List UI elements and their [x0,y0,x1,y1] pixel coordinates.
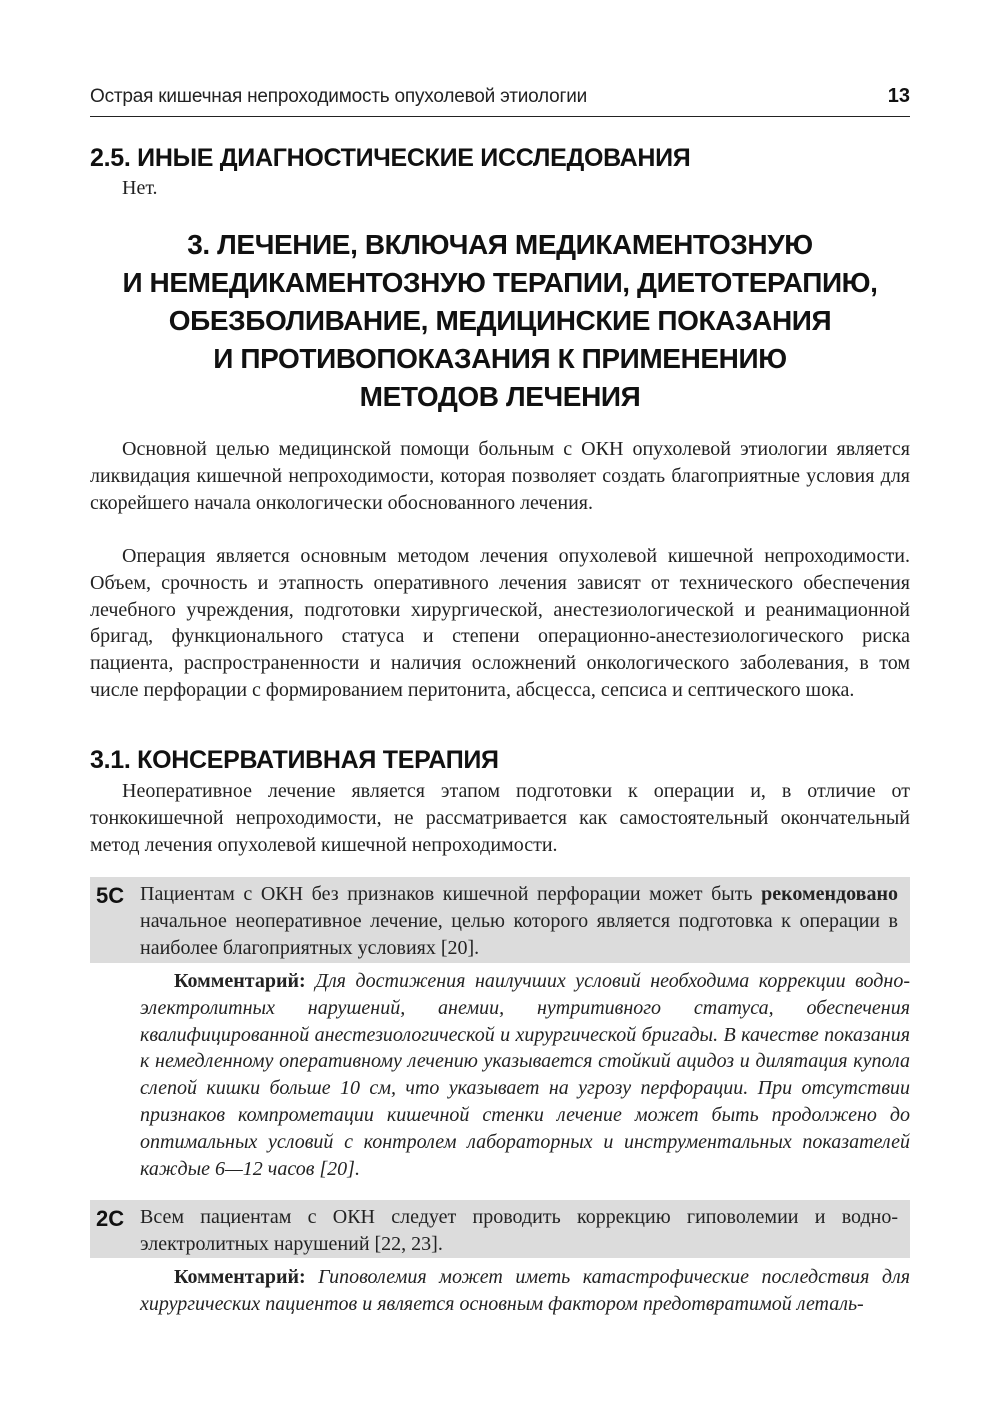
recommendation-strength: рекомендовано [761,883,898,905]
recommendation-grade: 2С [96,1206,125,1231]
chapter-title-line: И ПРОТИВОПОКАЗАНИЯ К ПРИМЕНЕНИЮ [213,343,787,374]
comment-label: Комментарий: [174,970,306,992]
recommendation-text [140,881,898,961]
chapter-paragraph-2: Операция является основным методом лечения опухолевой кишечной непроходимости. Объем, срочность и этапность оперативного лечения зависят от технического обеспечения лечебного учреждения, подготовки хирургической, анестезиологической и реанимационной бригад, функционального статуса и степени операционно-анестезиологического риска пациента, распространенности и наличия осложнений онкологического заболевания, в том числе перфорации с формированием перитонита, абсцесса, сепсиса и септического шока. [90,545,910,701]
comment-text: Для достижения наилучших условий необходима коррекции водно-электролитных нарушений, анемии, нутритивного статуса, обеспечения квалифицированной анестезиологической и хирургической бригады. В качестве показания к немедленному оперативному лечению указывается стойкий ацидоз и дилятация купола слепой кишки больше 10 см, что указывает на угрозу перфорации. При отсутствии признаков компрометации кишечной стенки лечение может быть продолжено до оптимальных условий с контролем лабораторных и инструментальных показателей каждые 6—12 часов [20]. [140,970,910,1180]
recommendation-comment-2c [140,1264,910,1318]
recommendation-box-5c [90,877,910,963]
chapter-paragraph-1: Основной целью медицинской помощи больным с ОКН опухолевой этиологии является ликвидация кишечной непроходимости, которая позволяет создать благоприятные условия для скорейшего начала онкологически обоснованного лечения. [90,438,910,514]
running-header [90,82,910,117]
chapter-3-title [90,226,910,416]
recommendation-grade: 5С [96,883,125,908]
section-3-1-intro: Неоперативное лечение является этапом подготовки к операции и, в отличие от тонкокишечной непроходимости, не рассматривается как самостоятельный окончательный метод лечения опухолевой кишечной непроходимости. [90,780,910,856]
recommendation-text-part: Пациентам с ОКН без признаков кишечной перфорации может быть [140,883,762,905]
section-2-5-text: Нет. [122,177,158,199]
page-number: 13 [887,85,910,107]
recommendation-text: Всем пациентам с ОКН следует проводить коррекцию гиповолемии и водно-электролитных нарушений [22, 23]. [140,1206,898,1255]
comment-label: Комментарий: [174,1266,306,1288]
section-2-5-title: 2.5. ИНЫЕ ДИАГНОСТИЧЕСКИЕ ИССЛЕДОВАНИЯ [90,144,691,172]
chapter-title-line: 3. ЛЕЧЕНИЕ, ВКЛЮЧАЯ МЕДИКАМЕНТОЗНУЮ [187,229,813,260]
recommendation-box-2c [90,1200,910,1258]
chapter-title-line: ОБЕЗБОЛИВАНИЕ, МЕДИЦИНСКИЕ ПОКАЗАНИЯ [168,305,832,336]
comment-text: Гиповолемия может иметь катастрофические последствия для хирургических пациентов и является основным фактором предотвратимой леталь- [140,1266,910,1315]
running-title: Острая кишечная непроходимость опухолевой этиологии [90,86,588,107]
recommendation-comment-5c [140,968,910,1182]
chapter-title-line: МЕТОДОВ ЛЕЧЕНИЯ [359,381,641,412]
recommendation-text-part: начальное неоперативное лечение, целью которого является подготовка к операции в наиболее благоприятных условиях [20]. [140,909,898,959]
chapter-title-line: И НЕМЕДИКАМЕНТОЗНУЮ ТЕРАПИИ, ДИЕТОТЕРАПИЮ, [122,267,878,298]
section-3-1-title: 3.1. КОНСЕРВАТИВНАЯ ТЕРАПИЯ [90,746,499,774]
